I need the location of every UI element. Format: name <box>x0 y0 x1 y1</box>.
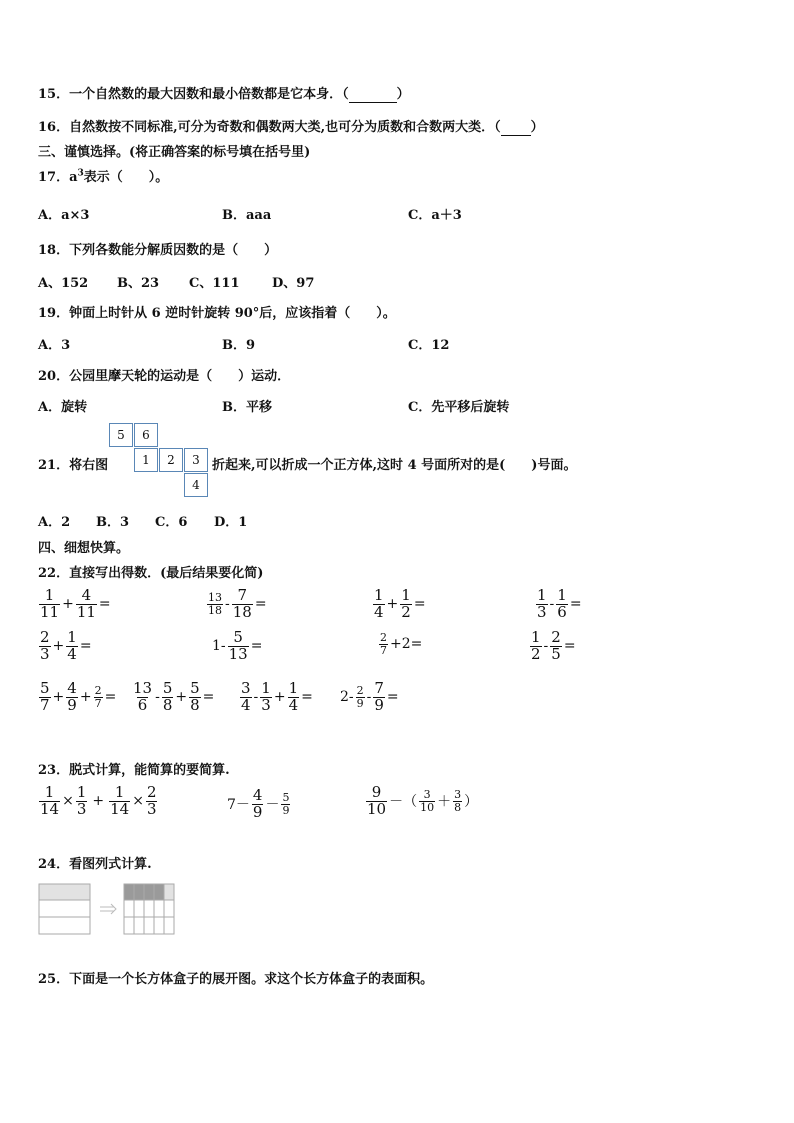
question-21-prefix <box>38 454 108 473</box>
option-c[interactable]: C．先平移后旋转 <box>408 400 510 415</box>
question-text: 脱式计算，能简算的要简算. <box>69 763 230 778</box>
question-22 <box>38 562 263 581</box>
right-rectangle <box>124 884 174 934</box>
question-text: 将右图 <box>69 458 109 473</box>
question-number: 25． <box>38 972 70 987</box>
question-number: 15． <box>38 87 70 102</box>
fraction: $\frac{2}{7}$ <box>94 684 102 710</box>
fraction: $\frac{7}{9}$ <box>374 679 384 714</box>
q23-expression-3: $\frac{9}{10}$ －（ $\frac{3}{10}$ ＋ $\frac{3}{8}$ ） <box>367 783 479 818</box>
question-number: 19． <box>38 306 70 321</box>
fraction: $\frac{1}{4}$ <box>288 679 299 714</box>
fraction: $\frac{2}{5}$ <box>551 628 561 663</box>
section-4-heading: 四、细想快算。 <box>38 541 130 556</box>
question-24 <box>38 853 152 872</box>
option-a[interactable]: A、152 <box>38 276 89 291</box>
fraction: $\frac{3}{8}$ <box>454 788 462 814</box>
fraction: $\frac{5}{9}$ <box>282 791 290 817</box>
power-base: a <box>69 170 78 185</box>
option-a[interactable]: A．3 <box>38 338 71 353</box>
fraction: $\frac{1}{4}$ <box>67 628 77 663</box>
fraction: $\frac{5}{7}$ <box>40 679 50 714</box>
net-cell-1: 1 <box>134 448 158 472</box>
net-cell-5: 5 <box>109 423 133 447</box>
q22-expression-11: $\frac{3}{4}$ - $\frac{1}{3}$ + $\frac{1}{4}$ = <box>241 679 313 714</box>
option-b[interactable]: B．aaa <box>222 208 272 223</box>
q22-expression-7: $\frac{2}{7}$ +2= <box>380 631 423 657</box>
question-18 <box>38 239 277 258</box>
option-b[interactable]: B．平移 <box>222 400 272 415</box>
fraction: $\frac{5}{13}$ <box>228 628 248 663</box>
question-text: 自然数按不同标准,可分为奇数和偶数两大类,也可分为质数和合数两大类．（ <box>69 120 501 135</box>
fraction: $\frac{1}{2}$ <box>401 586 411 621</box>
net-cell-4: 4 <box>184 473 208 497</box>
question-15: 15．一个自然数的最大因数和最小倍数都是它本身．（ ） <box>38 87 410 102</box>
q22-expression-3: $\frac{1}{4}$ + $\frac{1}{2}$ = <box>374 586 426 621</box>
fraction: $\frac{4}{11}$ <box>76 586 96 621</box>
fraction: $\frac{1}{11}$ <box>40 586 60 621</box>
q23-expression-1: $\frac{1}{14}$ × $\frac{1}{3}$ + $\frac{1}{14}$ × $\frac{2}{3}$ <box>40 783 157 818</box>
q22-expression-4: $\frac{1}{3}$ - $\frac{1}{6}$ = <box>537 586 582 621</box>
option-b[interactable]: B、23 <box>117 276 160 291</box>
answer-blank[interactable] <box>349 87 397 103</box>
fraction: $\frac{4}{9}$ <box>67 679 77 714</box>
option-d[interactable]: D．1 <box>214 515 248 530</box>
q22-expression-1: $\frac{1}{11}$ + $\frac{4}{11}$ = <box>40 586 111 621</box>
option-b[interactable]: B．9 <box>222 338 256 353</box>
q22-expression-8: $\frac{1}{2}$ - $\frac{2}{5}$ = <box>531 628 576 663</box>
question-text: 下列各数能分解质因数的是（ ） <box>69 243 278 258</box>
option-d[interactable]: D、97 <box>272 276 315 291</box>
section-3-heading: 三、谨慎选择。(将正确答案的标号填在括号里) <box>38 145 311 160</box>
net-cell-3: 3 <box>184 448 208 472</box>
q22-expression-10: $\frac{13}{6}$ - $\frac{5}{8}$ + $\frac{5}{8}$ = <box>133 679 215 714</box>
net-cell-2: 2 <box>159 448 183 472</box>
question-text: 公园里摩天轮的运动是（ ）运动． <box>69 369 291 384</box>
question-text: 钟面上时针从 6 逆时针旋转 90°后，应该指着（ ）。 <box>69 306 396 321</box>
q22-expression-2: $\frac{13}{18}$ - $\frac{7}{18}$ = <box>208 586 267 621</box>
question-text: 一个自然数的最大因数和最小倍数都是它本身．（ <box>69 87 349 102</box>
option-a[interactable]: A．2 <box>38 515 71 530</box>
question-20 <box>38 365 290 384</box>
question-number: 18． <box>38 243 70 258</box>
option-a[interactable]: A．a×3 <box>38 208 90 223</box>
option-c[interactable]: C．6 <box>155 515 188 530</box>
net-cell-6: 6 <box>134 423 158 447</box>
fraction: $\frac{13}{18}$ <box>208 591 222 617</box>
fraction: $\frac{5}{8}$ <box>162 679 173 714</box>
fraction: $\frac{5}{8}$ <box>190 679 200 714</box>
fraction-diagram <box>38 883 180 937</box>
question-number: 16． <box>38 120 70 135</box>
fraction: $\frac{13}{6}$ <box>133 679 153 714</box>
question-25 <box>38 968 433 987</box>
q23-expression-2: 7－ $\frac{4}{9}$ － $\frac{5}{9}$ <box>227 786 290 821</box>
power-exponent: 3 <box>77 168 84 179</box>
fraction: $\frac{2}{7}$ <box>380 631 387 657</box>
fraction: $\frac{1}{3}$ <box>76 783 87 818</box>
question-number: 24． <box>38 857 70 872</box>
fraction: $\frac{1}{3}$ <box>537 586 547 621</box>
option-c[interactable]: C．12 <box>408 338 450 353</box>
question-text: 表示（ ）。 <box>83 170 169 185</box>
fraction: $\frac{9}{10}$ <box>367 783 387 818</box>
question-text: 下面是一个长方体盒子的展开图。求这个长方体盒子的表面积。 <box>69 972 434 987</box>
answer-blank[interactable] <box>501 120 531 136</box>
question-text: 看图列式计算. <box>69 857 152 872</box>
fraction: $\frac{2}{9}$ <box>356 684 364 710</box>
question-number: 20． <box>38 369 70 384</box>
fraction: $\frac{1}{14}$ <box>110 783 130 818</box>
question-text: 直接写出得数．(最后结果要化简) <box>69 566 264 581</box>
q22-expression-9: $\frac{5}{7}$ + $\frac{4}{9}$ + $\frac{2}{7}$ = <box>40 679 117 714</box>
left-rectangle <box>39 884 90 934</box>
question-number: 17． <box>38 170 70 185</box>
q22-expression-12: 2- $\frac{2}{9}$ - $\frac{7}{9}$ = <box>340 679 399 714</box>
fraction: $\frac{4}{9}$ <box>252 786 263 821</box>
question-21-suffix: 折起来,可以折成一个正方体,这时 4 号面所对的是( )号面。 <box>212 458 577 473</box>
fraction: $\frac{1}{2}$ <box>531 628 541 663</box>
fraction: $\frac{2}{3}$ <box>146 783 157 818</box>
option-b[interactable]: B．3 <box>96 515 130 530</box>
option-c[interactable]: C．a＋3 <box>408 208 462 223</box>
fraction: $\frac{1}{6}$ <box>557 586 567 621</box>
question-number: 22． <box>38 566 70 581</box>
question-23 <box>38 759 230 778</box>
question-16: 16．自然数按不同标准,可分为奇数和偶数两大类,也可分为质数和合数两大类．（ ） <box>38 120 544 135</box>
q22-expression-6: 1- $\frac{5}{13}$ = <box>212 628 263 663</box>
question-number: 21． <box>38 458 70 473</box>
q22-expression-5: $\frac{2}{3}$ + $\frac{1}{4}$ = <box>40 628 92 663</box>
fraction: $\frac{2}{3}$ <box>40 628 50 663</box>
arrow-icon <box>100 904 116 914</box>
option-a[interactable]: A．旋转 <box>38 400 88 415</box>
fraction: $\frac{3}{4}$ <box>241 679 251 714</box>
fraction: $\frac{1}{14}$ <box>40 783 60 818</box>
question-19 <box>38 302 396 321</box>
option-c[interactable]: C、111 <box>189 276 240 291</box>
fraction: $\frac{1}{3}$ <box>261 679 271 714</box>
fraction: $\frac{7}{18}$ <box>232 586 252 621</box>
fraction: $\frac{1}{4}$ <box>374 586 384 621</box>
question-number: 23． <box>38 763 70 778</box>
question-17 <box>38 166 168 185</box>
fraction: $\frac{3}{10}$ <box>420 788 435 814</box>
